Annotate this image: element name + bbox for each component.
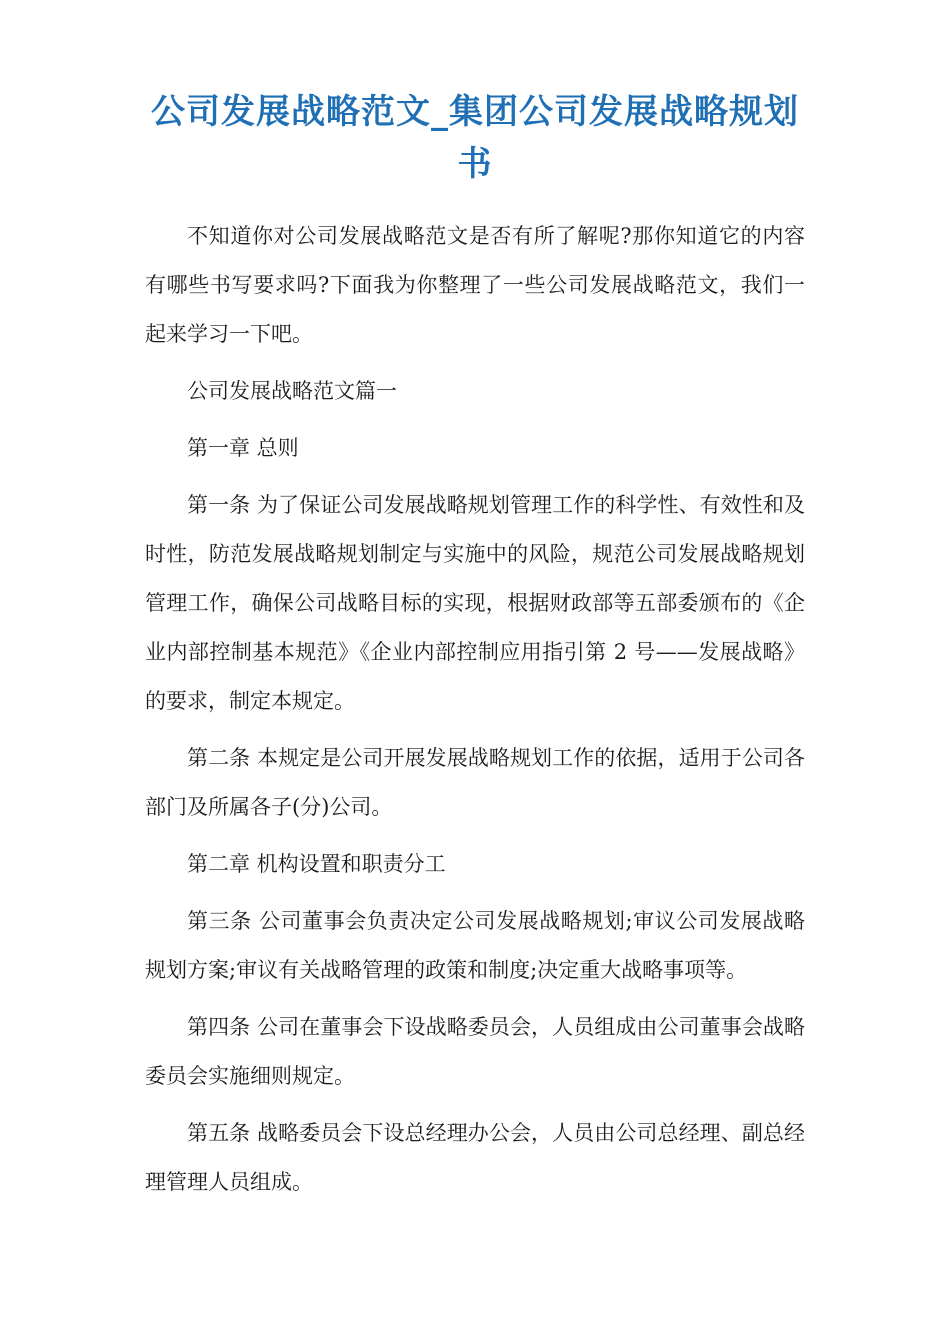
document-body: [145, 212, 805, 1207]
document-title: 公司发展战略范文_集团公司发展战略规划书: [151, 92, 799, 184]
paragraph-section-heading: 公司发展战略范文篇一: [187, 379, 397, 403]
paragraph-article-1: 第一条 为了保证公司发展战略规划管理工作的科学性、有效性和及时性，防范发展战略规划制定与实施中的风险，规范公司发展战略规划管理工作，确保公司战略目标的实现，根据财政部等五部委颁布的《企业内部控制基本规范》《企业内部控制应用指引第 2 号——发展战略》的要求，制定本规定。: [145, 493, 805, 713]
paragraph-intro: 不知道你对公司发展战略范文是否有所了解呢?那你知道它的内容有哪些书写要求吗?下面我为你整理了一些公司发展战略范文，我们一起来学习一下吧。: [145, 224, 805, 346]
paragraph-article-3: 第三条 公司董事会负责决定公司发展战略规划;审议公司发展战略规划方案;审议有关战略管理的政策和制度;决定重大战略事项等。: [145, 909, 805, 982]
paragraph-article-5: 第五条 战略委员会下设总经理办公会，人员由公司总经理、副总经理管理人员组成。: [145, 1121, 805, 1194]
paragraph-chapter-2: 第二章 机构设置和职责分工: [187, 852, 446, 876]
paragraph-article-4: 第四条 公司在董事会下设战略委员会，人员组成由公司董事会战略委员会实施细则规定。: [145, 1015, 805, 1088]
paragraph-article-2: 第二条 本规定是公司开展发展战略规划工作的依据，适用于公司各部门及所属各子(分)公司。: [145, 746, 805, 819]
paragraph-chapter-1: 第一章 总则: [187, 436, 299, 460]
